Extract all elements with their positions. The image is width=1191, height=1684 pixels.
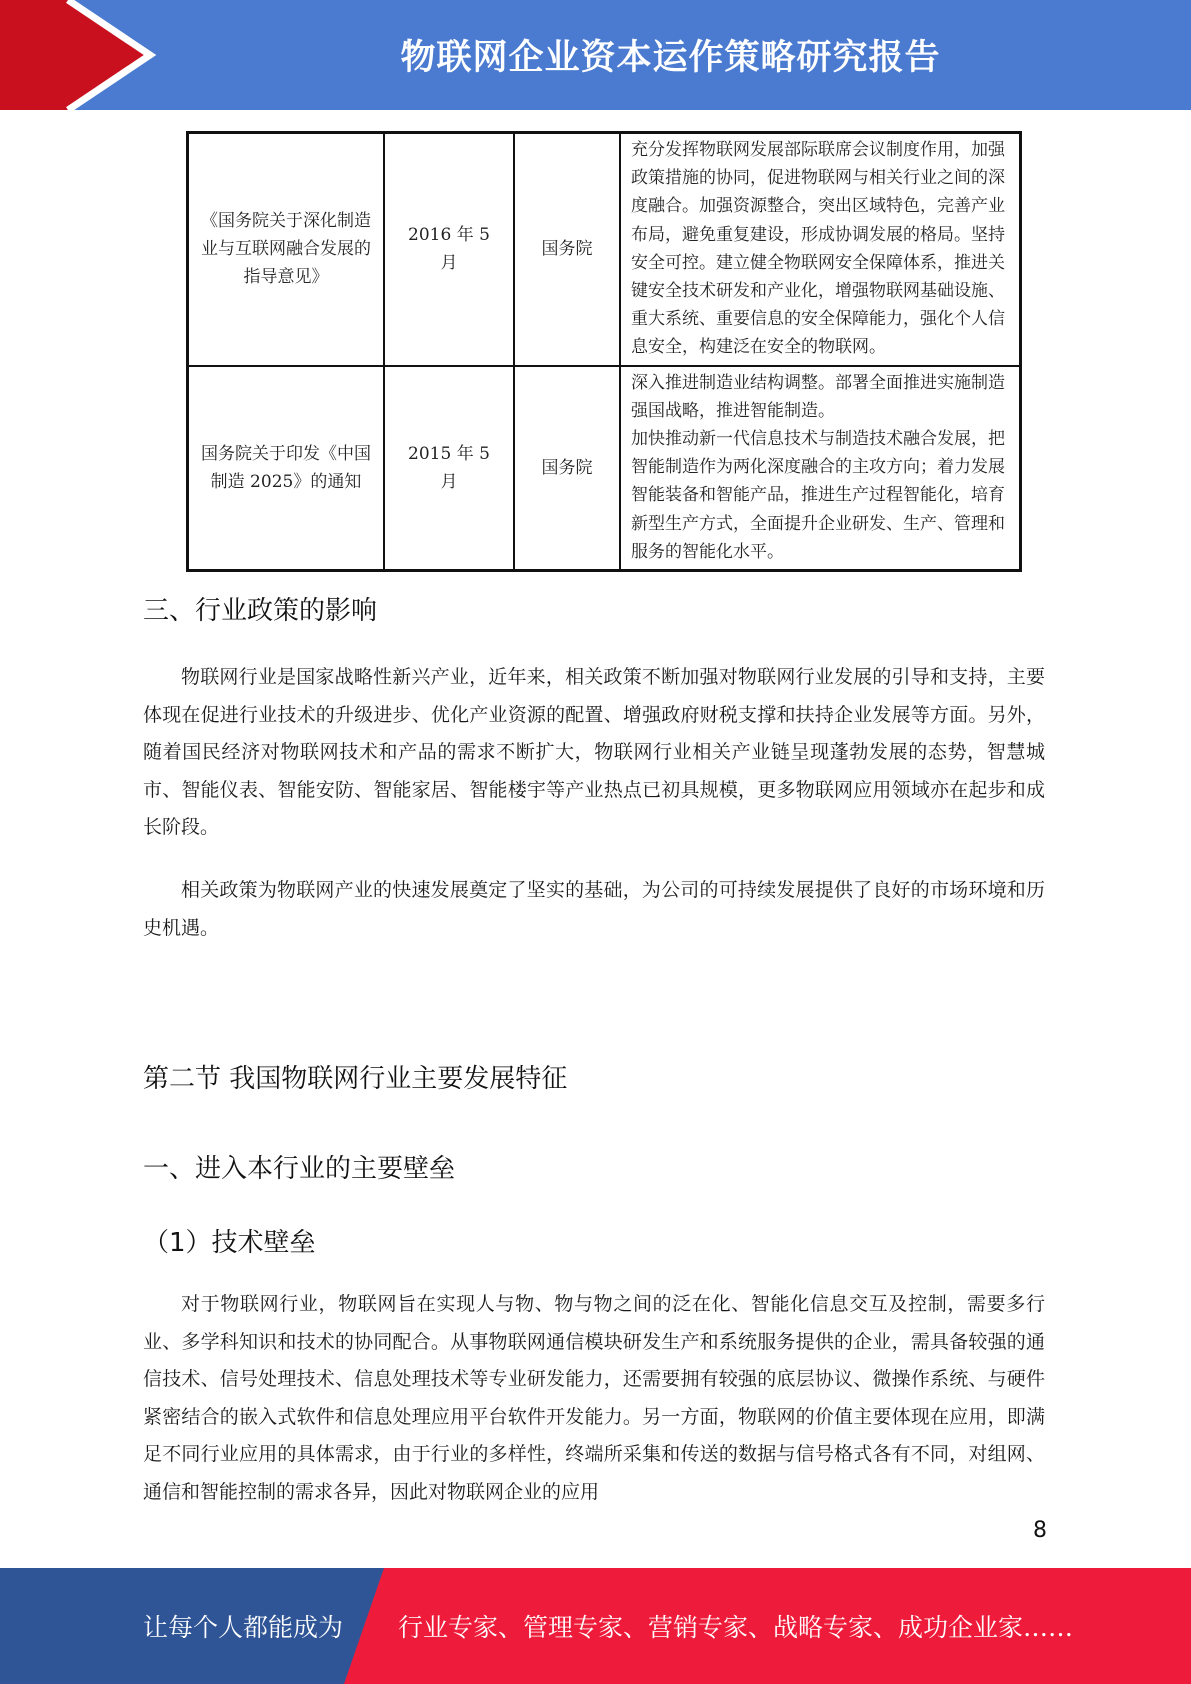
report-title: 物联网企业资本运作策略研究报告 — [400, 38, 941, 78]
policy-date-cell: 2016 年 5 月 — [384, 133, 514, 366]
policy-content-cell: 充分发挥物联网发展部际联席会议制度作用，加强政策措施的协同，促进物联网与相关行业之间的深度融合。加强资源整合，突出区域特色，完善产业布局，避免重复建设，形成协调发展的格局。坚持安全可控。建立健全物联网安全保障体系，推进关键安全技术研发和产业化，增强物联网基础设施、重大系统、重要信息的安全保障能力，强化个人信息安全，构建泛在安全的物联网。 — [620, 133, 1021, 366]
subsection-heading: （1）技术壁垒 — [143, 1228, 316, 1258]
section-heading: 一、进入本行业的主要壁垒 — [143, 1154, 456, 1184]
policy-issuer-cell: 国务院 — [514, 366, 620, 571]
policy-issuer-cell: 国务院 — [514, 133, 620, 366]
policy-content-cell — [620, 366, 1021, 571]
page-number: 8 — [1033, 1518, 1047, 1543]
body-paragraph: 对于物联网行业，物联网旨在实现人与物、物与物之间的泛在化、智能化信息交互及控制，需要多行业、多学科知识和技术的协同配合。从事物联网通信模块研发生产和系统服务提供的企业，需具备较强的通信技术、信号处理技术、信息处理技术等专业研发能力，还需要拥有较强的底层协议、微操作系统、与硬件紧密结合的嵌入式软件和信息处理应用平台软件开发能力。另一方面，物联网的价值主要体现在应用，即满足不同行业应用的具体需求，由于行业的多样性，终端所采集和传送的数据与信号格式各有不同，对组网、通信和智能控制的需求各异，因此对物联网企业的应用 — [143, 1293, 1045, 1503]
policy-date-cell: 2015 年 5 月 — [384, 366, 514, 571]
policy-content-line: 加快推动新一代信息技术与制造技术融合发展，把智能制造作为两化深度融合的主攻方向；着力发展智能装备和智能产品，推进生产过程智能化，培育新型生产方式，全面提升企业研发、生产、管理和服务的智能化水平。 — [631, 429, 1005, 562]
policy-name-cell: 《国务院关于深化制造业与互联网融合发展的指导意见》 — [188, 133, 385, 366]
footer-slogan-right: 行业专家、管理专家、营销专家、战略专家、成功企业家…… — [398, 1613, 1074, 1642]
policy-table — [186, 131, 1022, 572]
table-row — [188, 366, 1021, 571]
body-paragraph: 物联网行业是国家战略性新兴产业，近年来，相关政策不断加强对物联网行业发展的引导和支持，主要体现在促进行业技术的升级进步、优化产业资源的配置、增强政府财税支撑和扶持企业发展等方面。另外，随着国民经济对物联网技术和产品的需求不断扩大，物联网行业相关产业链呈现蓬勃发展的态势，智慧城市、智能仪表、智能安防、智能家居、智能楼宇等产业热点已初具规模，更多物联网应用领域亦在起步和成长阶段。 — [143, 666, 1045, 838]
body-paragraph: 相关政策为物联网产业的快速发展奠定了坚实的基础，为公司的可持续发展提供了良好的市场环境和历史机遇。 — [143, 879, 1045, 939]
page-header — [0, 0, 1191, 110]
page-footer — [0, 1568, 1191, 1684]
policy-content-line: 深入推进制造业结构调整。部署全面推进实施制造强国战略，推进智能制造。 — [631, 372, 1005, 421]
footer-slogan-left: 让每个人都能成为 — [143, 1613, 344, 1642]
chapter-heading: 第二节 我国物联网行业主要发展特征 — [143, 1064, 568, 1094]
policy-name-cell: 国务院关于印发《中国制造 2025》的通知 — [188, 366, 385, 571]
section-heading: 三、行业政策的影响 — [143, 596, 378, 626]
header-arrow-decoration — [0, 0, 160, 110]
table-row — [188, 133, 1021, 366]
